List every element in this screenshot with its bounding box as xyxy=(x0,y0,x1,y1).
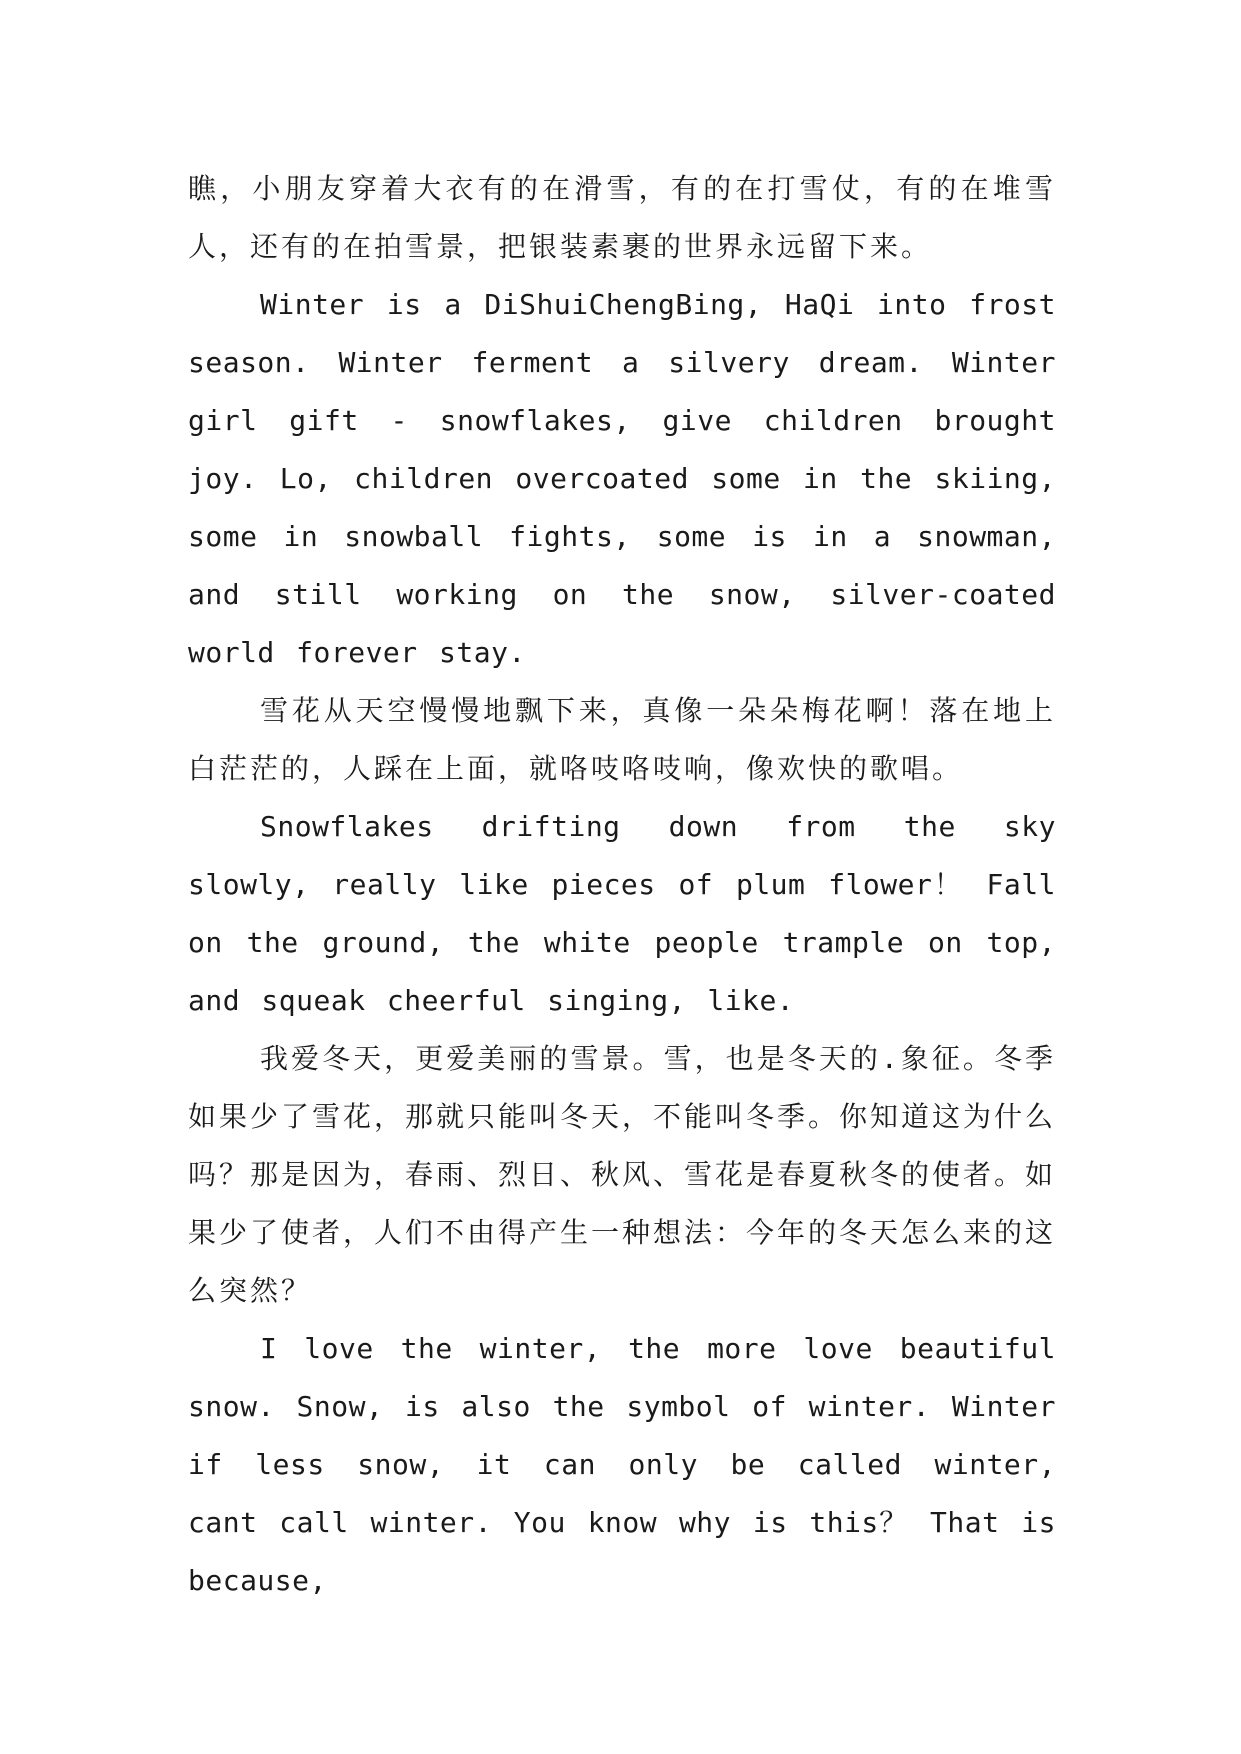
paragraph-en-2: Snowflakes drifting down from the sky slowly, really like pieces of plum flower！ Fall on the ground, the white people trample on top, and squeak cheerful singing, like. xyxy=(188,810,1056,1017)
document-page xyxy=(188,160,1056,1610)
paragraph-zh-2: 雪花从天空慢慢地飘下来，真像一朵朵梅花啊！落在地上白茫茫的，人踩在上面，就咯吱咯吱响，像欢快的歌唱。 xyxy=(188,694,1056,785)
paragraph-en-1: Winter is a DiShuiChengBing, HaQi into frost season. Winter ferment a silvery dream. Winter girl gift - snowflakes, give children brought joy. Lo, children overcoated some in the skiing, some in snowball fights, some is in a snowman, and still working on the snow, silver-coated world forever stay. xyxy=(188,288,1056,669)
paragraph-zh-1: 瞧，小朋友穿着大衣有的在滑雪，有的在打雪仗，有的在堆雪人，还有的在拍雪景，把银装素裹的世界永远留下来。 xyxy=(188,172,1056,263)
paragraph-zh-3: 我爱冬天，更爱美丽的雪景。雪，也是冬天的.象征。冬季如果少了雪花，那就只能叫冬天，不能叫冬季。你知道这为什么吗？那是因为，春雨、烈日、秋风、雪花是春夏秋冬的使者。如果少了使者，人们不由得产生一种想法：今年的冬天怎么来的这么突然？ xyxy=(188,1042,1057,1307)
paragraph-en-3: I love the winter, the more love beautiful snow. Snow, is also the symbol of winter. Winter if less snow, it can only be called winter, cant call winter. You know why is this？ That is because, xyxy=(188,1332,1056,1597)
